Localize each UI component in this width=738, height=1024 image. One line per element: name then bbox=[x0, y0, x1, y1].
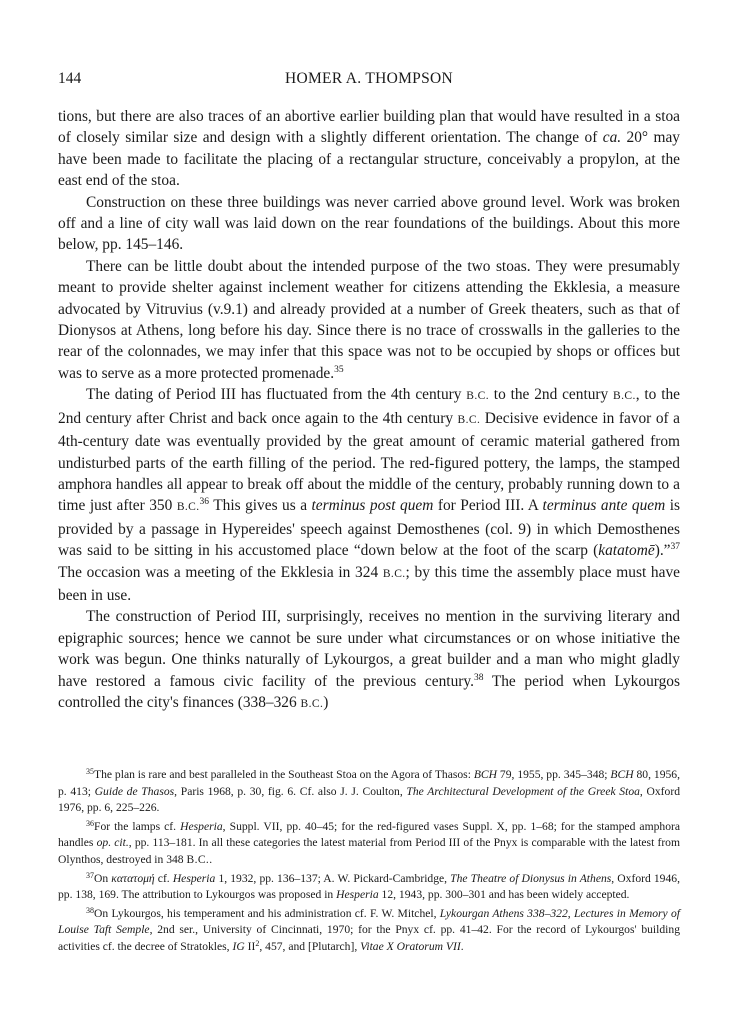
text-run: Construction on these three buildings was never carried above ground level. Work was broken off and a line of city wall was laid down on the rear foundations of the buildings. About this more below, pp. 145–146. bbox=[58, 193, 680, 254]
text-run: On Lykourgos, his temperament and his administration cf. F. W. Mitchel, bbox=[94, 906, 440, 920]
footnote-ref-36[interactable]: 36 bbox=[199, 497, 210, 508]
era-abbrev: B.C. bbox=[382, 567, 406, 580]
footnote-number: 36 bbox=[86, 818, 94, 828]
footnote-number: 35 bbox=[86, 767, 94, 776]
footnote-35 bbox=[58, 767, 680, 817]
paragraph-5 bbox=[58, 606, 680, 715]
body-text bbox=[58, 106, 680, 715]
italic-run: op. cit. bbox=[96, 836, 129, 850]
italic-run: Lykourgan Athens 338–322 bbox=[439, 906, 568, 920]
text-run: , to the 2nd century after Christ and back once again to the 4th century bbox=[58, 386, 680, 427]
text-run: For the lamps cf. bbox=[94, 819, 181, 833]
era-abbrev: B.C. bbox=[186, 853, 210, 866]
text-run: Decisive evidence in favor of a 4th-century date was eventually provided by the great amount of ceramic material gathered from undisturbed parts of the earth filling of the period. The red-figured pottery, the lamps, the stamped amphora handles all appear to break off about the middle of the century, probably running down to a time just after 350 bbox=[58, 409, 680, 515]
footnote-38 bbox=[58, 906, 680, 956]
text-run: 79, 1955, pp. 345–348; bbox=[497, 768, 611, 781]
italic-run: terminus ante quem bbox=[542, 497, 666, 515]
era-abbrev: B.C. bbox=[176, 501, 200, 514]
text-run: , Oxford 1976, pp. 6, 225–226. bbox=[58, 784, 680, 815]
text-run: The plan is rare and best paralleled in the Southeast Stoa on the Agora of Thasos: bbox=[94, 768, 474, 781]
text-run: cf. bbox=[154, 871, 173, 885]
italic-run: BCH bbox=[473, 768, 498, 781]
text-run: The period when Lykourgos controlled the city's finances (338–326 bbox=[58, 672, 680, 711]
footnotes bbox=[58, 767, 680, 958]
text-run: tions, but there are also traces of an abortive earlier building plan that would have resulted in a stoa of closely similar size and design with a slightly different orientation. The change of bbox=[58, 108, 680, 147]
text-run: , 457, and [Plutarch], bbox=[259, 939, 361, 953]
text-run: The occasion was a meeting of the Ekklesia in 324 bbox=[58, 563, 383, 581]
text-run: for Period III. A bbox=[433, 497, 543, 515]
italic-run: Lectures in Memory of Louise Taft Semple bbox=[58, 906, 681, 937]
footnote-ref-37[interactable]: 37 bbox=[670, 542, 680, 553]
text-run: 12, 1943, pp. 300–301 and has been widely accepted. bbox=[378, 888, 630, 902]
footnote-36 bbox=[58, 819, 680, 869]
italic-run: IG bbox=[232, 939, 245, 953]
paragraph-3 bbox=[58, 256, 680, 384]
running-head: HOMER A. THOMPSON bbox=[284, 70, 454, 87]
text-run: , 2nd ser., University of Cincinnati, 1970; for the Pnyx cf. pp. 41–42. For the record of Lykourgos' building activities cf. the decree of Stratokles, bbox=[58, 923, 680, 953]
footnote-37 bbox=[58, 871, 680, 904]
text-run: to the 2nd century bbox=[488, 386, 614, 404]
italic-run: Hesperia bbox=[336, 888, 379, 902]
text-run: 80, 1956, p. 413; bbox=[58, 768, 680, 798]
italic-run: Vitae X Oratorum VII bbox=[360, 939, 461, 953]
paragraph-2 bbox=[58, 192, 680, 256]
text-run: , Suppl. VII, pp. 40–45; for the red-figured vases Suppl. X, pp. 1–68; for the stamped amphora handles bbox=[58, 819, 680, 850]
italic-run: The Theatre of Dionysus in Athens bbox=[450, 871, 612, 885]
footnote-ref-38[interactable]: 38 bbox=[473, 672, 484, 683]
page-header bbox=[58, 70, 680, 90]
text-run: , Oxford 1946, pp. 138, 169. The attribution to Lykourgos was proposed in bbox=[58, 871, 680, 902]
text-run: This gives us a bbox=[209, 497, 312, 515]
era-abbrev: B.C. bbox=[466, 390, 489, 403]
italic-run: ca. bbox=[602, 129, 622, 147]
text-run: is provided by a passage in Hypereides' speech against Demosthenes (col. 9) in which Demosthenes was said to be sitting in his accustomed place “down below at the foot of the scarp ( bbox=[58, 497, 680, 560]
era-abbrev: B.C. bbox=[457, 413, 481, 426]
italic-run: Hesperia bbox=[172, 871, 216, 885]
text-run: There can be little doubt about the intended purpose of the two stoas. They were presumably meant to provide shelter against inclement weather for citizens attending the Ekklesia, a measure advocated by Vitruvius (v.9.1) and already provided at a number of Greek theaters, such as that of Dionysos at Athens, long before his day. Since there is no trace of crosswalls in the galleries to the rear of the colonnades, we may infer that this space was not to be occupied by shops or offices but was to serve as a more protected promenade. bbox=[58, 257, 680, 382]
superscript: 2 bbox=[255, 938, 260, 948]
text-run: . bbox=[460, 939, 464, 953]
text-run: The dating of Period III has fluctuated from the 4th century bbox=[86, 386, 467, 404]
text-run: II bbox=[244, 939, 256, 953]
italic-run: terminus post quem bbox=[311, 497, 434, 515]
footnote-ref-35[interactable]: 35 bbox=[334, 364, 344, 375]
italic-run: BCH bbox=[610, 768, 634, 781]
italic-run: katatomē bbox=[598, 542, 655, 560]
text-run: 1, 1932, pp. 136–137; A. W. Pickard-Cambridge, bbox=[215, 871, 451, 885]
text-run: 20° may have been made to facilitate the placing of a rectangular structure, conceivably a propylon, at the east end of the stoa. bbox=[58, 129, 680, 190]
italic-run: Guide de Thasos bbox=[94, 784, 175, 798]
italic-run: The Architectural Development of the Greek Stoa bbox=[406, 784, 640, 798]
page-number: 144 bbox=[58, 70, 82, 87]
text-run: On bbox=[94, 871, 112, 885]
italic-run: Hesperia bbox=[180, 819, 223, 833]
era-abbrev: B.C. bbox=[613, 390, 636, 403]
footnote-number: 38 bbox=[86, 905, 94, 915]
text-run: , bbox=[567, 906, 574, 920]
paragraph-4 bbox=[58, 384, 680, 606]
text-run: ; by this time the assembly place must have been in use. bbox=[58, 563, 680, 604]
era-abbrev: B.C. bbox=[300, 697, 324, 710]
text-run: ).” bbox=[654, 542, 671, 560]
text-run: . bbox=[209, 852, 213, 866]
text-run: , Paris 1968, p. 30, fig. 6. Cf. also J. J. Coulton, bbox=[174, 784, 407, 798]
text-run: The construction of Period III, surprisingly, receives no mention in the surviving literary and epigraphic sources; hence we cannot be sure under what circumstances or on whose initiative the work was begun. One thinks naturally of Lykourgos, a great builder and a man who might gladly have restored a famous civic facility of the previous century. bbox=[58, 608, 680, 690]
text-run: , pp. 113–181. In all these categories the latest material from Period III of the Pnyx is comparable with the latest from Olynthos, destroyed in 348 bbox=[58, 836, 680, 866]
footnote-number: 37 bbox=[86, 870, 94, 880]
italic-run: κατατομή bbox=[111, 871, 155, 885]
paragraph-1 bbox=[58, 106, 680, 192]
text-run: ) bbox=[323, 693, 329, 711]
